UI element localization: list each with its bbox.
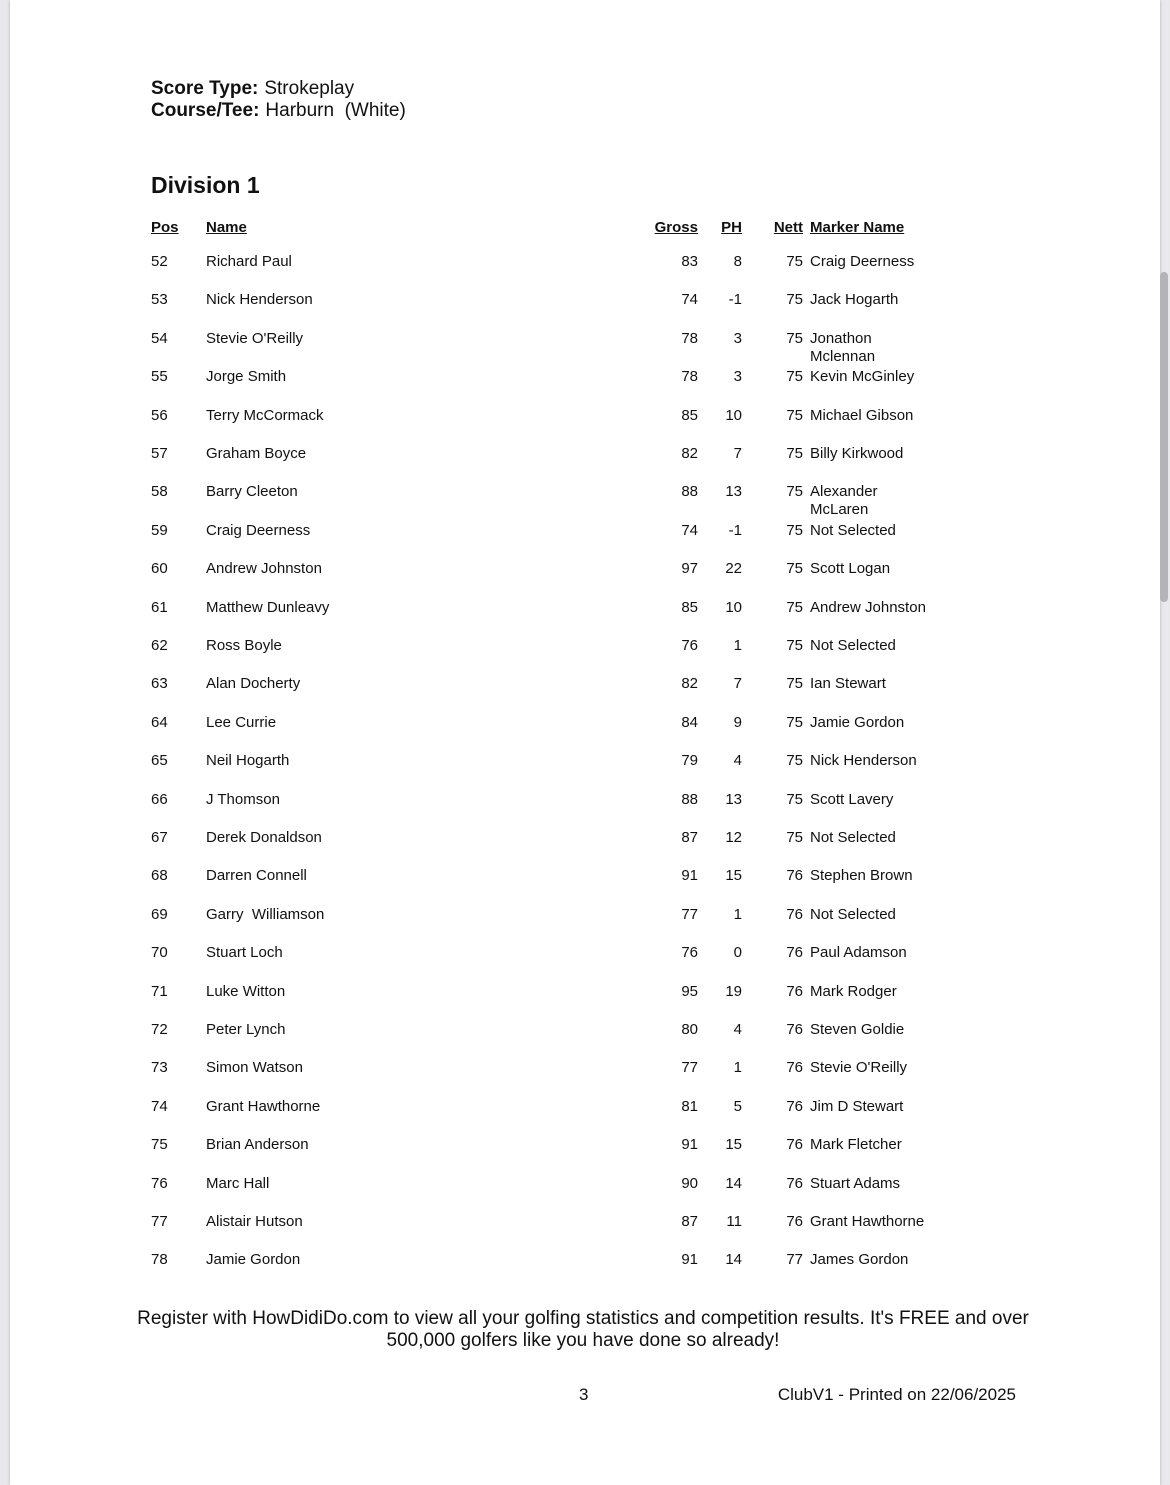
cell-nett: 75 — [786, 291, 803, 309]
table-row — [10, 1059, 1160, 1095]
table-row — [10, 675, 1160, 711]
cell-ph: 1 — [733, 1059, 742, 1077]
cell-marker-name: Not Selected — [810, 637, 896, 654]
cell-ph: -1 — [728, 521, 742, 539]
cell-name: Andrew Johnston — [206, 560, 322, 578]
course-tee-row — [151, 100, 406, 122]
cell-name: Nick Henderson — [206, 291, 313, 309]
cell-name: Craig Deerness — [206, 521, 311, 539]
cell-nett: 76 — [786, 1136, 803, 1154]
cell-ph: 13 — [725, 790, 742, 808]
cell-marker-name: James Gordon — [810, 1251, 909, 1269]
cell-gross: 84 — [681, 713, 698, 731]
cell-marker-name: Kevin McGinley — [810, 368, 915, 386]
cell-nett: 76 — [786, 944, 803, 962]
results-table-header — [10, 219, 1160, 239]
cell-marker-name: Steven Goldie — [810, 1021, 905, 1038]
cell-marker-name: Grant Hawthorne — [810, 1213, 925, 1230]
cell-pos: 67 — [151, 829, 168, 846]
cell-gross: 90 — [681, 1174, 698, 1192]
table-row — [10, 1251, 1160, 1287]
cell-pos: 55 — [151, 368, 168, 386]
cell-marker-name: Jonathon Mclennan — [810, 329, 876, 365]
cell-name: Alan Docherty — [206, 675, 301, 693]
cell-pos: 71 — [151, 982, 168, 1000]
cell-pos: 66 — [151, 790, 168, 808]
cell-nett: 75 — [786, 560, 803, 578]
table-row — [10, 560, 1160, 596]
cell-ph: 8 — [733, 253, 742, 270]
cell-pos: 58 — [151, 483, 168, 501]
cell-pos: 76 — [151, 1174, 168, 1192]
cell-ph: 11 — [726, 1213, 742, 1230]
cell-marker-name: Jamie Gordon — [810, 713, 905, 731]
cell-pos: 73 — [151, 1059, 168, 1077]
cell-nett: 75 — [786, 598, 803, 616]
document-page — [10, 0, 1160, 1485]
cell-ph: 19 — [725, 982, 742, 1000]
cell-gross: 78 — [681, 368, 698, 386]
cell-name: Barry Cleeton — [206, 483, 298, 501]
cell-ph: 15 — [725, 1136, 742, 1154]
table-row — [10, 483, 1160, 519]
cell-nett: 75 — [786, 445, 803, 462]
cell-gross: 85 — [681, 598, 698, 616]
table-row — [10, 1021, 1160, 1057]
cell-ph: 15 — [725, 867, 742, 885]
table-row — [10, 330, 1160, 366]
cell-marker-name: Billy Kirkwood — [810, 445, 904, 462]
cell-marker-name: Alexander McLaren — [810, 483, 878, 519]
cell-gross: 88 — [681, 483, 698, 501]
header-ph: PH — [721, 219, 742, 236]
header-name: Name — [206, 219, 247, 236]
cell-gross: 91 — [681, 1251, 698, 1269]
cell-pos: 56 — [151, 406, 168, 424]
cell-pos: 72 — [151, 1021, 168, 1038]
cell-gross: 76 — [681, 944, 698, 962]
cell-pos: 64 — [151, 713, 168, 731]
cell-ph: 7 — [733, 445, 742, 462]
cell-nett: 75 — [786, 790, 803, 808]
cell-gross: 87 — [681, 1213, 698, 1230]
cell-nett: 75 — [786, 521, 803, 539]
cell-ph: 7 — [733, 675, 742, 693]
cell-ph: 3 — [733, 368, 742, 386]
cell-pos: 57 — [151, 445, 168, 462]
cell-pos: 69 — [151, 905, 168, 923]
competition-meta — [151, 78, 406, 122]
cell-marker-name: Stuart Adams — [810, 1174, 901, 1192]
cell-nett: 75 — [786, 829, 803, 846]
cell-ph: 3 — [733, 329, 742, 347]
table-row — [10, 637, 1160, 673]
table-row — [10, 983, 1160, 1019]
cell-name: Luke Witton — [206, 982, 286, 1000]
table-row — [10, 944, 1160, 980]
table-row — [10, 253, 1160, 289]
table-row — [10, 906, 1160, 942]
cell-marker-name: Paul Adamson — [810, 944, 907, 962]
cell-gross: 85 — [681, 406, 698, 424]
cell-pos: 63 — [151, 675, 168, 693]
cell-gross: 88 — [681, 790, 698, 808]
cell-gross: 80 — [681, 1021, 698, 1038]
cell-nett: 75 — [786, 368, 803, 386]
cell-name: J Thomson — [206, 790, 280, 808]
table-row — [10, 714, 1160, 750]
table-row — [10, 867, 1160, 903]
table-row — [10, 291, 1160, 327]
cell-pos: 70 — [151, 944, 168, 962]
cell-name: Ross Boyle — [206, 637, 282, 654]
cell-name: Brian Anderson — [206, 1136, 309, 1154]
cell-marker-name: Scott Lavery — [810, 790, 894, 808]
cell-marker-name: Not Selected — [810, 905, 896, 923]
table-row — [10, 445, 1160, 481]
cell-nett: 76 — [786, 1213, 803, 1230]
cell-pos: 74 — [151, 1097, 168, 1115]
cell-name: Terry McCormack — [206, 406, 324, 424]
cell-ph: 13 — [725, 483, 742, 501]
cell-marker-name: Mark Fletcher — [810, 1136, 902, 1154]
table-row — [10, 407, 1160, 443]
header-gross: Gross — [654, 219, 698, 236]
cell-pos: 61 — [151, 598, 168, 616]
cell-marker-name: Not Selected — [810, 829, 896, 846]
cell-name: Stevie O'Reilly — [206, 329, 304, 347]
cell-gross: 77 — [681, 1059, 698, 1077]
vertical-scrollbar[interactable] — [1160, 272, 1168, 602]
cell-name: Peter Lynch — [206, 1021, 286, 1038]
cell-nett: 76 — [786, 867, 803, 885]
cell-gross: 87 — [681, 829, 698, 846]
cell-gross: 97 — [681, 560, 698, 578]
cell-pos: 53 — [151, 291, 168, 309]
cell-ph: 12 — [725, 829, 742, 846]
printed-date: ClubV1 - Printed on 22/06/2025 — [777, 1385, 1016, 1404]
cell-nett: 76 — [786, 1059, 803, 1077]
cell-gross: 91 — [681, 867, 698, 885]
cell-marker-name: Nick Henderson — [810, 752, 917, 770]
cell-nett: 75 — [786, 752, 803, 770]
cell-name: Matthew Dunleavy — [206, 598, 330, 616]
cell-name: Lee Currie — [206, 713, 277, 731]
page-number: 3 — [579, 1385, 589, 1404]
cell-nett: 76 — [786, 1174, 803, 1192]
cell-gross: 83 — [681, 253, 698, 270]
cell-ph: 1 — [733, 905, 742, 923]
table-row — [10, 368, 1160, 404]
cell-name: Jamie Gordon — [206, 1251, 301, 1269]
division-heading: Division 1 — [151, 172, 260, 198]
cell-nett: 76 — [786, 905, 803, 923]
cell-name: Stuart Loch — [206, 944, 283, 962]
header-marker-name: Marker Name — [810, 219, 905, 236]
cell-ph: 14 — [725, 1251, 742, 1269]
cell-gross: 79 — [681, 752, 698, 770]
table-row — [10, 829, 1160, 865]
header-pos: Pos — [151, 219, 179, 236]
cell-nett: 75 — [786, 713, 803, 731]
table-row — [10, 1213, 1160, 1249]
course-tee-value: Harburn (White) — [265, 100, 406, 121]
course-tee-label: Course/Tee: — [151, 100, 260, 121]
score-type-label: Score Type: — [151, 78, 259, 99]
cell-name: Simon Watson — [206, 1059, 303, 1077]
cell-name: Richard Paul — [206, 253, 292, 270]
table-row — [10, 791, 1160, 827]
cell-pos: 78 — [151, 1251, 168, 1269]
table-row — [10, 752, 1160, 788]
cell-nett: 75 — [786, 637, 803, 654]
cell-marker-name: Craig Deerness — [810, 253, 915, 270]
cell-name: Darren Connell — [206, 867, 307, 885]
cell-gross: 74 — [681, 521, 698, 539]
score-type-value: Strokeplay — [264, 78, 355, 99]
register-notice: Register with HowDidiDo.com to view all your golfing statistics and competition results. It's FREE and over 500,000 golfers like you have done so already! — [137, 1308, 1029, 1351]
header-nett: Nett — [773, 219, 803, 236]
cell-marker-name: Andrew Johnston — [810, 598, 926, 616]
cell-gross: 76 — [681, 637, 698, 654]
cell-pos: 75 — [151, 1136, 168, 1154]
cell-name: Garry Williamson — [206, 905, 325, 923]
cell-ph: 4 — [733, 1021, 742, 1038]
cell-pos: 59 — [151, 521, 168, 539]
cell-nett: 75 — [786, 329, 803, 347]
cell-marker-name: Mark Rodger — [810, 982, 897, 1000]
cell-ph: -1 — [728, 291, 742, 309]
cell-gross: 78 — [681, 329, 698, 347]
cell-pos: 52 — [151, 253, 168, 270]
cell-nett: 76 — [786, 1097, 803, 1115]
cell-ph: 10 — [725, 598, 742, 616]
cell-nett: 75 — [786, 483, 803, 501]
cell-ph: 5 — [733, 1097, 742, 1115]
cell-ph: 14 — [725, 1174, 742, 1192]
cell-nett: 75 — [786, 406, 803, 424]
cell-ph: 9 — [733, 713, 742, 731]
table-row — [10, 1175, 1160, 1211]
cell-nett: 75 — [786, 253, 803, 270]
cell-name: Neil Hogarth — [206, 752, 290, 770]
cell-name: Jorge Smith — [206, 368, 287, 386]
cell-name: Alistair Hutson — [206, 1213, 303, 1230]
cell-gross: 91 — [681, 1136, 698, 1154]
cell-gross: 77 — [681, 905, 698, 923]
cell-marker-name: Jim D Stewart — [810, 1097, 904, 1115]
cell-gross: 82 — [681, 445, 698, 462]
cell-pos: 62 — [151, 637, 168, 654]
cell-marker-name: Stephen Brown — [810, 867, 913, 885]
table-row — [10, 1136, 1160, 1172]
score-type-row — [151, 78, 406, 100]
cell-name: Marc Hall — [206, 1174, 270, 1192]
cell-pos: 65 — [151, 752, 168, 770]
cell-name: Grant Hawthorne — [206, 1097, 321, 1115]
cell-pos: 54 — [151, 329, 168, 347]
cell-marker-name: Michael Gibson — [810, 406, 914, 424]
cell-marker-name: Not Selected — [810, 521, 896, 539]
cell-gross: 74 — [681, 291, 698, 309]
cell-marker-name: Jack Hogarth — [810, 291, 899, 309]
cell-ph: 10 — [725, 406, 742, 424]
cell-nett: 76 — [786, 1021, 803, 1038]
table-row — [10, 1098, 1160, 1134]
cell-marker-name: Scott Logan — [810, 560, 891, 578]
cell-ph: 4 — [733, 752, 742, 770]
cell-nett: 77 — [786, 1251, 803, 1269]
cell-name: Graham Boyce — [206, 445, 307, 462]
table-row — [10, 599, 1160, 635]
cell-ph: 1 — [733, 637, 742, 654]
cell-marker-name: Stevie O'Reilly — [810, 1059, 908, 1077]
cell-marker-name: Ian Stewart — [810, 675, 886, 693]
cell-nett: 76 — [786, 982, 803, 1000]
cell-pos: 68 — [151, 867, 168, 885]
cell-name: Derek Donaldson — [206, 829, 322, 846]
cell-ph: 22 — [725, 560, 742, 578]
cell-pos: 77 — [151, 1213, 168, 1230]
table-row — [10, 522, 1160, 558]
cell-gross: 95 — [681, 982, 698, 1000]
cell-pos: 60 — [151, 560, 168, 578]
cell-gross: 81 — [681, 1097, 698, 1115]
cell-ph: 0 — [733, 944, 742, 962]
cell-gross: 82 — [681, 675, 698, 693]
cell-nett: 75 — [786, 675, 803, 693]
